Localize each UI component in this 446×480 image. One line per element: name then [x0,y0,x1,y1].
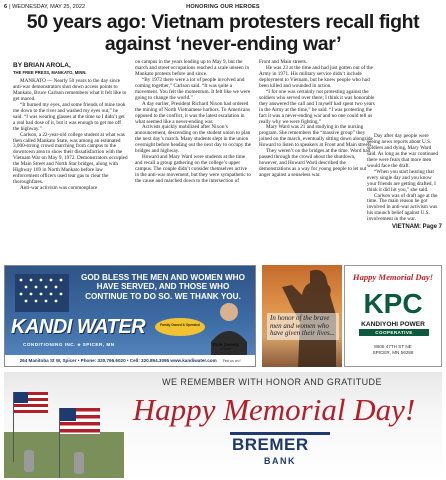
byline-organization: THE FREE PRESS, MANKATO, MINN. [13,70,87,75]
article-column-1 [13,79,128,192]
paragraph: He was 23 at the time and had just gotten out of the Army in 1971. His military service didn’t include deployment to Vietnam, but he knew people who had been killed and wounded in action. [259,64,373,89]
byline [13,62,131,75]
paragraph: Activists quickly mobilized after Nixon’s announcement, descending on the student union to plan the next day’s march. Many students slept in the union overnight before heading out the next day to occupy the bridges and highway. [135,124,251,155]
kpc-cooperative-label: COOPERATIVE [359,329,429,336]
bremer-strapline: WE REMEMBER WITH HONOR AND GRATITUDE [162,377,382,387]
memorial-quote: In honor of the brave men and women who have given their lives... [267,313,339,340]
paragraph: Mary Ward was 21 and studying in the nursing program. She remembers the “massive group” they joined on the march, eventually sitting down alongside Howard to listen to speakers at Front and Main streets. [259,124,373,149]
bremer-bank-sub: BANK [264,456,296,466]
kpc-greeting: Happy Memorial Day! [352,272,434,282]
family-owned-badge: Family Owned & Operated [155,318,205,336]
kpc-company-name: KANDIYOHI POWER [361,321,425,328]
paragraph: Carlson was of draft age at the time. The main reason he got involved in anti-war activism was his staunch belief against U.S. involvement in the war. [367,192,438,223]
paragraph: “I for one was certainly not protesting against the soldiers who served over there; I think it was honorable they answered the call and I myself had spent two years in the Army at the time,” he said. “I was protesting the fact it was a never-ending war and no one could tell us really why we were fighting.” [259,88,375,125]
paragraph: on campus in the years leading up to May 9, but the march and street occupations reached a scale unseen in Mankato protests before and since. [135,59,250,77]
paragraph: Howard and Mary Ward were students at the time and recall a group gathering on the college’s upper campus. The couple didn’t consider themselves active in the anti-war movement, but they were sympathetic to the cause and marched down to the intersection of [135,154,251,185]
article-column-3 [259,60,375,179]
kandi-brand: KANDI WATER [11,316,146,338]
paragraph: Anti-war activism was commonplace [20,185,98,192]
owner-role: Owner [220,347,232,351]
kandi-water-ad[interactable] [4,265,256,367]
kpc-ad[interactable] [344,265,442,367]
paragraph: Carlson, a 22-year-old college student at what was then called Mankato State, was among an estimated 3,000-strong crowd marching from campus to the downtown area to show their dissatisfaction with the Vietnam War on May 9, 1972. Demonstrators occupied the Main Street and North Star bridges, along with Highway 169 in North Mankato before law enforcement officers used tear gas to clear the thoroughfares. [13,131,128,186]
bremer-bank-ad[interactable] [4,372,442,478]
paragraph: “It burned my eyes, and some friends of mine took me down to the river and washed my eyes out,” he said. “I was wearing glasses at the time so I didn’t get a real bad dose of it, but it was enough to get me off the highway.” [13,101,126,132]
owner-caption [201,342,251,351]
paragraph: “When you start hearing that every single day and you know your friends are getting drafted, I think it did hit you,” she said. [367,168,436,193]
paragraph: They weren’t on the bridges at the time. Word had passed through the crowd about the shutdown, however, and Howard Ward described the demonstrations as a way for young people to let out anger against a senseless war. [259,148,371,179]
paragraph: Front and Main streets. [259,59,308,65]
owner-name: Dale Sweep, [212,342,240,347]
paragraph: “By 1972 there were a lot of people involved and coming together,” Carlson said. “It was quite a movement. You felt the momentum. It felt like we were going to change the world.” [135,76,251,101]
kpc-address [345,344,441,356]
kandi-brand-sub: CONDITIONING INC. ⚹ SPICER, MN [23,342,115,347]
kpc-address-line-1: 8605 47TH ST NE [374,344,412,349]
kandi-message: GOD BLESS THE MEN AND WOMEN WHO HAVE SERVED, AND THOSE WHO CONTINUE TO DO SO. WE THANK YOU. [81,273,245,301]
kandi-address[interactable]: 264 Manitoba St W, Spicer • Phone: 320.796.6020 • Cell: 320.894.3095 www.kandiwater.com [19,358,217,363]
memorial-salute-ad[interactable] [262,265,342,367]
article-column-2 [135,60,251,185]
paragraph: Day after day people were seeing news reports about U.S. soldiers and dying, Mary Ward said. As long as the war continued there were fears that more men would face the draft. [367,133,439,169]
flag-stars-icon [15,274,69,312]
bremer-memorial-greeting: Happy Memorial Day! [132,392,416,427]
article-headline: 50 years ago: Vietnam protesters recall fight against ‘never-ending war’ [26,11,420,55]
american-flags-icon [4,372,124,478]
kandi-contact-bar [5,355,255,366]
facebook-link[interactable]: Find us on f [222,358,241,363]
page-number: 6 [4,3,8,10]
paragraph: MANKATO — Nearly 50 years to the day since anti-war demonstrators shut down access points to Mankato, Bruce Carlson remembers what it felt like to get maced. [13,78,127,102]
paragraph: A day earlier, President Richard Nixon had ordered the mining of North Vietnamese harbors. To Americans opposed to the conflict, it was the latest escalation in what seemed like a never-ending war. [135,100,250,125]
byline-author: BY BRIAN AROLA, [13,62,71,69]
article-column-4 [367,134,442,231]
folio-bar [4,2,442,11]
continued-on-link[interactable]: VIETNAM: Page 7 [391,224,442,231]
kpc-logo: KPC [363,288,423,319]
kpc-address-line-2: SPICER, MN 56288 [372,350,414,356]
issue-date: | WEDNESDAY, MAY 25, 2022 [9,3,86,10]
bremer-bank-name: BREMER [232,435,309,454]
section-title: HONORING OUR HEROES [186,3,260,10]
